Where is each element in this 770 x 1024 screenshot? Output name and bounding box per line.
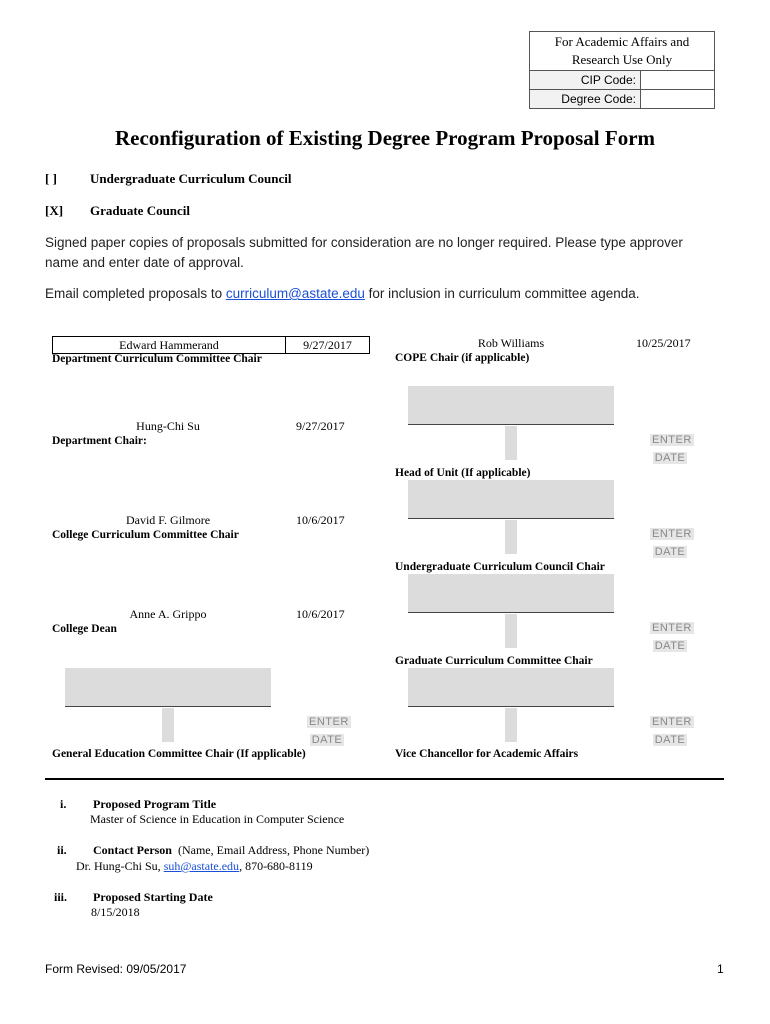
role-dept-curr-chair: Department Curriculum Committee Chair: [52, 353, 262, 365]
signature-stub-gen-ed: [162, 708, 174, 742]
office-use-heading: For Academic Affairs and Research Use Only: [530, 32, 714, 71]
role-dept-chair: Department Chair:: [52, 435, 147, 447]
curriculum-email-link[interactable]: curriculum@astate.edu: [225, 286, 365, 301]
page-number: 1: [717, 962, 724, 976]
section-title-start-date: Proposed Starting Date: [93, 890, 213, 904]
role-cope-chair: COPE Chair (if applicable): [395, 352, 530, 364]
enter-date-ucc-chair[interactable]: ENTER DATE: [652, 528, 692, 558]
cip-code-value[interactable]: [641, 71, 714, 89]
section-title-contact: Contact Person (Name, Email Address, Phone Number): [93, 843, 370, 857]
cip-code-row: [530, 71, 714, 90]
enter-date-head-of-unit[interactable]: ENTER DATE: [652, 434, 692, 464]
signature-field-gcc-chair[interactable]: [408, 574, 614, 613]
contact-email-link[interactable]: suh@astate.edu: [163, 859, 240, 873]
approval-date-college-dean[interactable]: 10/6/2017: [296, 607, 345, 621]
office-use-box: [529, 31, 715, 109]
email-suffix: for inclusion in curriculum committee agenda.: [364, 286, 640, 301]
approver-name[interactable]: Edward Hammerand: [53, 337, 286, 353]
approval-date[interactable]: 9/27/2017: [303, 338, 352, 352]
section-divider: [45, 778, 724, 780]
council-mark-ucc[interactable]: [ ]: [45, 171, 57, 186]
section-number-ii: ii.: [57, 843, 67, 857]
signature-field-gen-ed[interactable]: [65, 668, 271, 707]
signature-field-vc-academic-affairs[interactable]: [408, 668, 614, 707]
section-number-i: i.: [60, 797, 67, 811]
approver-name-dept-chair[interactable]: Hung-Chi Su: [136, 419, 200, 433]
contact-person-value[interactable]: Dr. Hung-Chi Su, suh@astate.edu, 870-680-8119: [76, 859, 313, 873]
role-vc-academic-affairs: Vice Chancellor for Academic Affairs: [395, 748, 579, 760]
approval-dept-curr-chair-fields: [52, 336, 370, 354]
program-title-value[interactable]: Master of Science in Education in Computer Science: [90, 812, 345, 826]
signature-stub-ucc-chair: [505, 520, 517, 554]
email-note: [45, 284, 715, 304]
approval-date-cope-chair[interactable]: 10/25/2017: [636, 336, 691, 350]
role-head-of-unit: Head of Unit (If applicable): [395, 467, 531, 479]
approver-name-cope-chair[interactable]: Rob Williams: [477, 336, 545, 350]
cip-code-label: CIP Code:: [530, 71, 641, 89]
signature-stub-gcc-chair: [505, 614, 517, 648]
section-title-program: Proposed Program Title: [93, 797, 217, 811]
approver-name-college-dean[interactable]: Anne A. Grippo: [129, 607, 207, 621]
signature-field-head-of-unit[interactable]: [408, 386, 614, 425]
role-gcc-chair: Graduate Curriculum Committee Chair: [395, 655, 593, 667]
role-college-dean: College Dean: [52, 623, 117, 635]
council-label-ucc: Undergraduate Curriculum Council: [90, 171, 292, 186]
role-gen-ed-chair: General Education Committee Chair (If applicable): [52, 748, 306, 760]
degree-code-label: Degree Code:: [530, 90, 641, 108]
footer-revised: Form Revised: 09/05/2017: [45, 962, 187, 976]
degree-code-value[interactable]: [641, 90, 714, 108]
council-mark-gc[interactable]: [X]: [45, 203, 64, 218]
approver-name-college-curr-chair[interactable]: David F. Gilmore: [125, 513, 211, 527]
page-title: Reconfiguration of Existing Degree Program Proposal Form: [114, 126, 656, 150]
role-ucc-chair: Undergraduate Curriculum Council Chair: [395, 561, 605, 573]
approval-date-college-curr-chair[interactable]: 10/6/2017: [296, 513, 345, 527]
signature-stub-vc-academic-affairs: [505, 708, 517, 742]
paper-note: Signed paper copies of proposals submitted for consideration are no longer required. Please type approver name and enter date of approval.: [45, 235, 683, 270]
contact-note: (Name, Email Address, Phone Number): [177, 843, 370, 857]
enter-date-gen-ed[interactable]: ENTER DATE: [309, 716, 349, 746]
signature-field-ucc-chair[interactable]: [408, 480, 614, 519]
email-prefix: Email completed proposals to: [45, 286, 226, 301]
council-label-gc: Graduate Council: [90, 203, 191, 218]
section-number-iii: iii.: [54, 890, 68, 904]
enter-date-gcc-chair[interactable]: ENTER DATE: [652, 622, 692, 652]
enter-date-vc-academic-affairs[interactable]: ENTER DATE: [652, 716, 692, 746]
start-date-value[interactable]: 8/15/2018: [91, 905, 140, 919]
role-college-curr-chair: College Curriculum Committee Chair: [52, 529, 239, 541]
approval-date-dept-chair[interactable]: 9/27/2017: [296, 419, 345, 433]
degree-code-row: [530, 90, 714, 108]
signature-stub-head-of-unit: [505, 426, 517, 460]
